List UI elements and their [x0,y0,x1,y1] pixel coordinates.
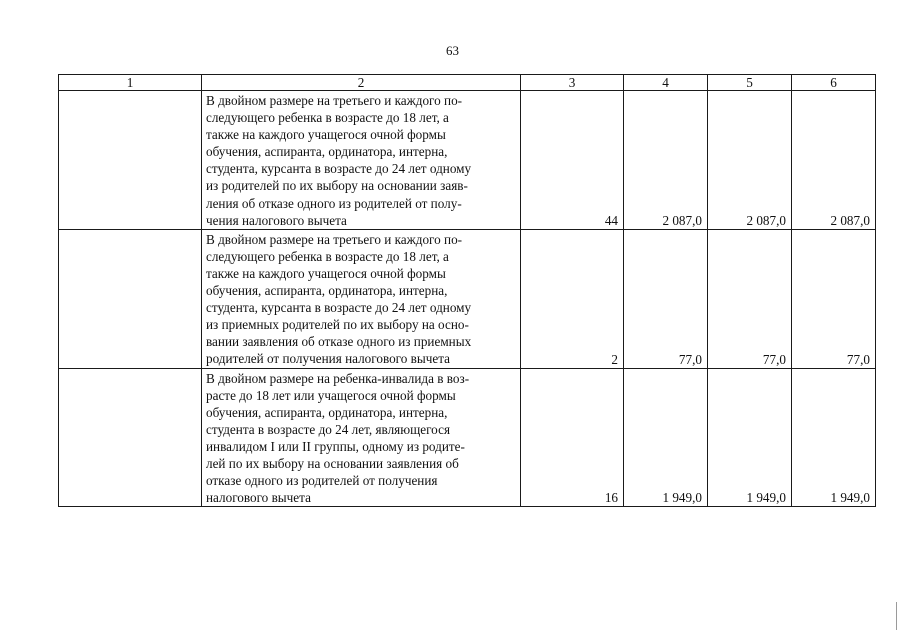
row-label-cell [59,229,202,368]
description-line: налогового вычета [206,490,311,506]
value-cell-col4: 2 087,0 [624,91,708,230]
tax-deduction-table [58,74,876,507]
description-line: обучения, аспиранта, ординатора, интерна, [206,404,448,420]
value-cell-col5: 1 949,0 [708,368,792,507]
description-line: из приемных родителей по их выбору на осно- [206,317,469,333]
description-line: вании заявления об отказе одного из приемных [206,334,472,350]
value-cell-col5: 77,0 [708,229,792,368]
value-cell-col4: 77,0 [624,229,708,368]
value-cell-col4: 1 949,0 [624,368,708,507]
description-line: обучения, аспиранта, ординатора, интерна, [206,283,448,299]
value-cell-col3: 16 [521,368,624,507]
description-line: расте до 18 лет или учащегося очной формы [206,387,456,403]
description-line: отказе одного из родителей от получения [206,473,438,489]
page-number: 63 [446,43,459,58]
description-line: студента, курсанта в возрасте до 24 лет одному [206,161,472,177]
row-description-cell [202,368,521,507]
row-description-cell [202,91,521,230]
table-row [59,229,876,368]
description-line: также на каждого учащегося очной формы [206,127,446,143]
description-line: В двойном размере на третьего и каждого по- [206,231,463,247]
value-cell-col6: 2 087,0 [792,91,876,230]
description-line: родителей от получения налогового вычета [206,351,450,367]
row-description-cell [202,229,521,368]
value-cell-col6: 1 949,0 [792,368,876,507]
header-col-3: 3 [521,75,624,91]
value-cell-col6: 77,0 [792,229,876,368]
description-line: инвалидом I или II группы, одному из родите- [206,438,465,454]
description-line: следующего ребенка в возрасте до 18 лет, а [206,110,449,126]
row-label-cell [59,368,202,507]
description-line: В двойном размере на третьего и каждого по- [206,93,463,108]
table-row [59,91,876,230]
description-line: обучения, аспиранта, ординатора, интерна, [206,144,448,160]
description-line: студента, курсанта в возрасте до 24 лет одному [206,300,472,316]
table-row [59,368,876,507]
description-line: лей по их выбору на основании заявления об [206,455,459,471]
description-line: ления об отказе одного из родителей от полу- [206,195,462,211]
value-cell-col5: 2 087,0 [708,91,792,230]
header-col-4: 4 [624,75,708,91]
description-line: В двойном размере на ребенка-инвалида в воз- [206,370,470,386]
description-line: также на каждого учащегося очной формы [206,265,446,281]
description-line: из родителей по их выбору на основании заяв- [206,178,468,194]
header-row [59,75,876,91]
description-line: чения налогового вычета [206,212,347,228]
row-label-cell [59,91,202,230]
value-cell-col3: 2 [521,229,624,368]
description-line: студента в возрасте до 24 лет, являющегося [206,421,451,437]
description-line: следующего ребенка в возрасте до 18 лет, а [206,248,449,264]
header-col-2: 2 [202,75,521,91]
header-col-5: 5 [708,75,792,91]
header-col-1: 1 [59,75,202,91]
header-col-6: 6 [792,75,876,91]
value-cell-col3: 44 [521,91,624,230]
scan-margin-mark [896,602,897,630]
